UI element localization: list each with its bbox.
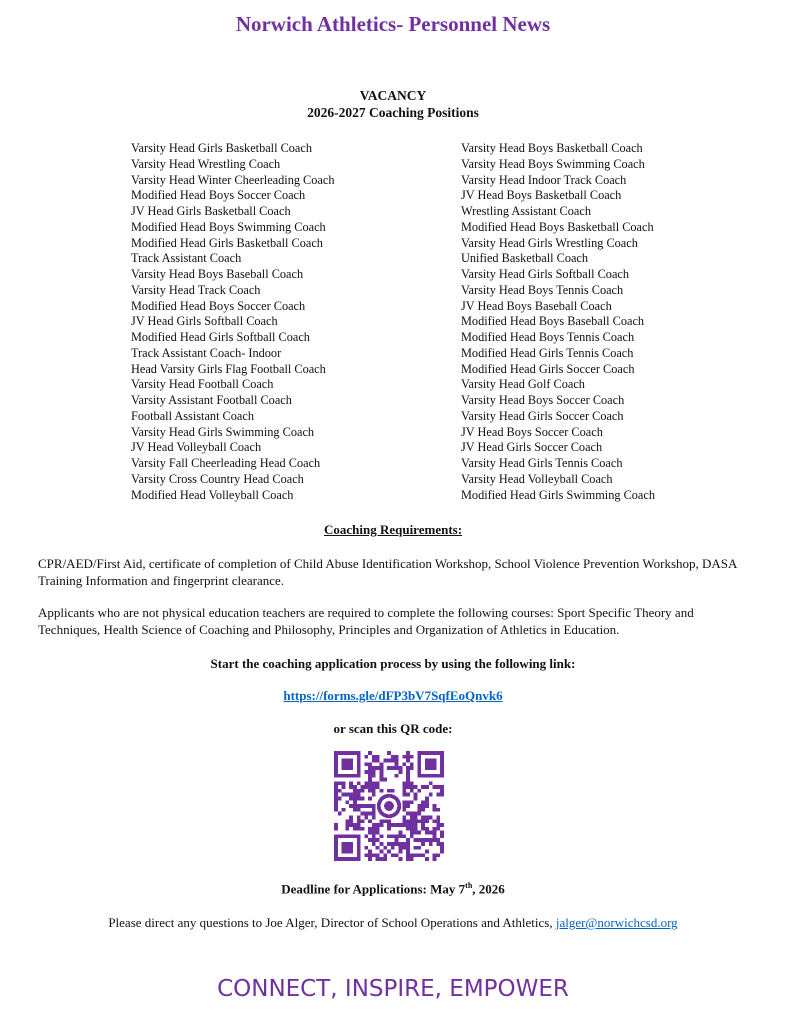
position-item: Modified Head Girls Soccer Coach [461,361,635,376]
contact-text: Please direct any questions to Joe Alger, Director of School Operations and Athletics, [108,915,556,930]
deadline [0,881,786,897]
position-item: JV Head Boys Soccer Coach [461,424,603,439]
position-item: Varsity Head Golf Coach [461,377,585,392]
position-item: Varsity Head Track Coach [131,282,261,297]
position-item: Varsity Head Boys Tennis Coach [461,282,624,297]
vacancy-heading-block [0,87,786,121]
position-item: Varsity Cross Country Head Coach [131,471,304,486]
position-item: Varsity Head Girls Softball Coach [461,267,630,281]
position-item: Modified Head Girls Softball Coach [131,330,310,344]
position-item: Varsity Head Boys Soccer Coach [461,393,625,407]
positions-left-column [131,141,334,503]
positions-right-column [461,141,655,503]
position-item: Modified Head Girls Tennis Coach [461,345,634,360]
position-item: Modified Head Girls Swimming Coach [461,487,655,502]
deadline-year: , 2026 [472,881,505,897]
qr-code-icon[interactable] [334,751,444,861]
position-item: Varsity Head Boys Swimming Coach [461,156,645,171]
position-item: Varsity Head Football Coach [131,377,274,392]
requirements-title: Coaching Requirements: [323,522,463,537]
vacancy-heading: VACANCY [359,88,427,103]
deadline-suffix-sup: th [465,881,473,890]
position-item: Varsity Head Volleyball Coach [461,471,613,486]
position-item: Modified Head Boys Soccer Coach [131,298,306,313]
position-item: Modified Head Volleyball Coach [131,487,294,502]
contact-line [0,915,786,931]
position-item: Varsity Head Boys Basketball Coach [461,141,643,155]
position-item: Varsity Assistant Football Coach [131,393,292,407]
position-item: JV Head Boys Baseball Coach [461,298,612,313]
position-item: JV Head Girls Soccer Coach [461,440,603,455]
position-item: Varsity Head Girls Swimming Coach [131,424,315,439]
position-item: JV Head Boys Basketball Coach [461,188,622,203]
position-item: Varsity Head Girls Wrestling Coach [461,235,638,250]
position-item: Modified Head Boys Basketball Coach [461,219,654,234]
position-item: Football Assistant Coach [131,408,254,423]
position-item: Track Assistant Coach- Indoor [131,345,282,360]
position-item: Varsity Head Wrestling Coach [131,156,281,171]
position-item: Wrestling Assistant Coach [461,204,591,218]
position-item: Varsity Head Indoor Track Coach [461,172,627,187]
position-item: Varsity Head Girls Tennis Coach [461,456,623,470]
position-item: Unified Basketball Coach [461,251,589,266]
page-title: Norwich Athletics- Personnel News [235,12,551,36]
position-item: Varsity Head Winter Cheerleading Coach [131,172,335,187]
position-item: JV Head Girls Basketball Coach [131,204,291,218]
position-item: Track Assistant Coach [131,251,242,266]
position-item: Varsity Head Boys Baseball Coach [131,267,304,281]
position-item: Modified Head Girls Basketball Coach [131,235,323,250]
position-item: Varsity Fall Cheerleading Head Coach [131,456,321,470]
footer-slogan: CONNECT, INSPIRE, EMPOWER [217,976,569,1002]
deadline-text: Deadline for Applications: May 7 [281,881,466,897]
position-item: Modified Head Boys Swimming Coach [131,219,326,234]
qr-instruction: or scan this QR code: [333,721,453,736]
position-item: Varsity Head Girls Soccer Coach [461,408,624,423]
position-item: Modified Head Boys Tennis Coach [461,330,635,344]
position-item: Modified Head Boys Soccer Coach [131,188,306,203]
position-item: JV Head Volleyball Coach [131,440,262,455]
application-link[interactable]: https://forms.gle/dFP3bV7SqfEoQnvk6 [283,688,503,703]
position-item: JV Head Girls Softball Coach [131,314,278,329]
courses-paragraph: Applicants who are not physical education teachers are required to complete the following courses: Sport Specific Theory and Techniques, Health Science of Coaching and Philosophy, Principles and Organization of Athletics in Education. [38,605,694,637]
vacancy-subheading: 2026-2027 Coaching Positions [307,105,479,120]
application-instruction: Start the coaching application process by using the following link: [210,656,576,671]
contact-email-link[interactable]: jalger@norwichcsd.org [555,915,678,930]
requirements-paragraph: CPR/AED/First Aid, certificate of completion of Child Abuse Identification Workshop, School Violence Prevention Workshop, DASA Training Information and fingerprint clearance. [38,556,737,588]
position-item: Varsity Head Girls Basketball Coach [131,141,312,155]
position-item: Head Varsity Girls Flag Football Coach [131,361,326,376]
position-item: Modified Head Boys Baseball Coach [461,314,645,329]
